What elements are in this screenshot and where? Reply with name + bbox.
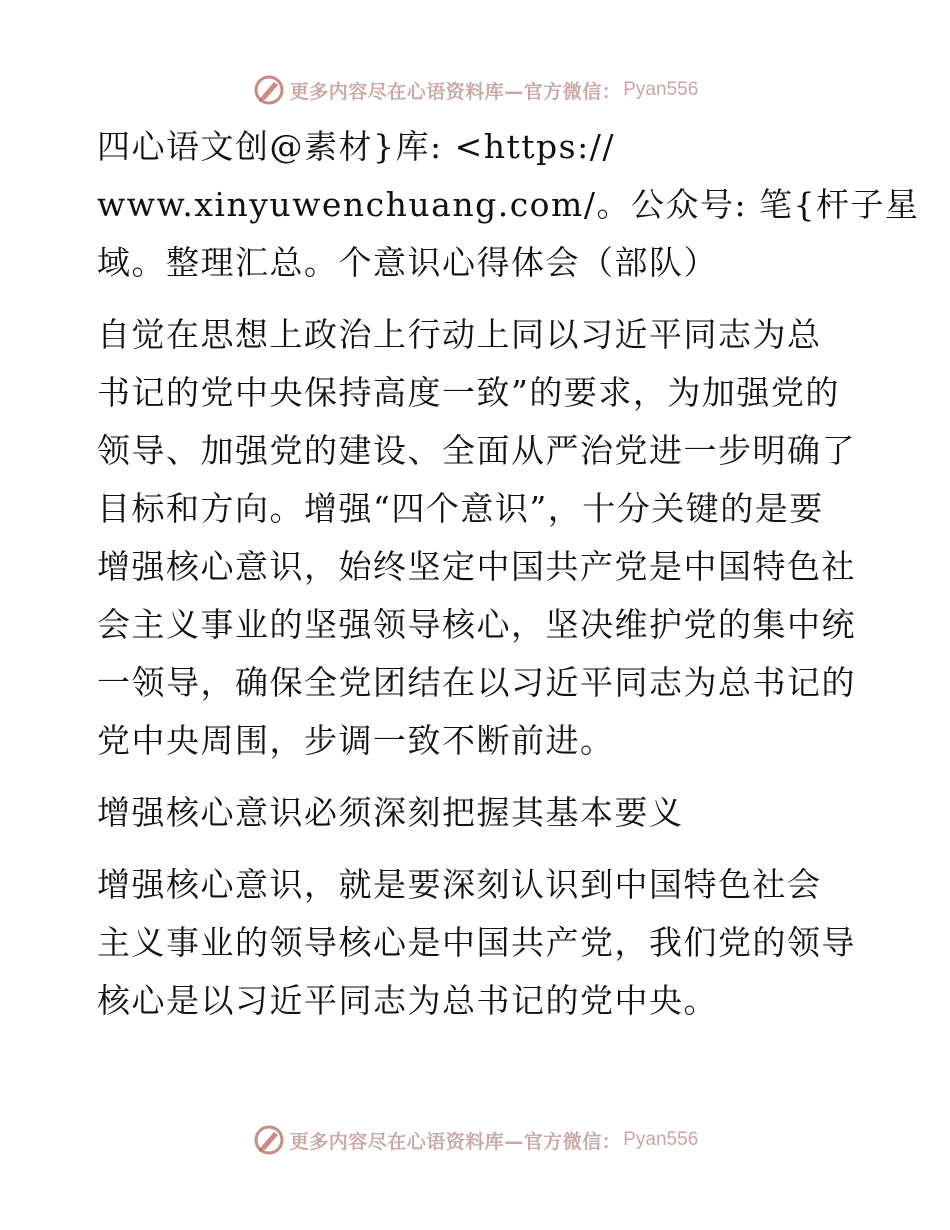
banner-text: 更多内容尽在心语资料库—官方微信： <box>289 1130 622 1153</box>
text-line: 增强核心意识必须深刻把握其基本要义 <box>97 793 684 832</box>
paragraph-main <box>97 306 857 770</box>
text-line: 领导、加强党的建设、全面从严治党进一步明确了 <box>97 431 856 470</box>
paragraph-conclusion <box>97 856 857 1030</box>
banner-text: 更多内容尽在心语资料库—官方微信： <box>289 80 622 103</box>
text-line: 主义事业的领导核心是中国共产党，我们党的领导 <box>97 923 856 962</box>
text-line: 核心是以习近平同志为总书记的党中央。 <box>97 981 718 1020</box>
pen-circle-logo-icon <box>252 73 286 107</box>
footer-watermark-banner <box>0 1120 950 1160</box>
text-line: 会主义事业的坚强领导核心，坚决维护党的集中统 <box>97 605 856 644</box>
text-line: 增强核心意识，就是要深刻认识到中国特色社会 <box>97 865 822 904</box>
text-line: 一领导，确保全党团结在以习近平同志为总书记的 <box>97 663 856 702</box>
banner-wechat-handle: Pyan556 <box>623 79 699 100</box>
document-body <box>97 118 920 1044</box>
section-heading <box>97 784 857 842</box>
pen-circle-logo-icon <box>252 1123 286 1157</box>
paragraph-intro <box>97 118 920 292</box>
header-watermark-banner <box>0 70 950 110</box>
banner-wechat-handle: Pyan556 <box>623 1129 699 1150</box>
text-line: www.xinyuwenchuang.com/。公众号: 笔{杆子星 <box>97 185 920 224</box>
text-line: 四心语文创@素材}库: <https:// <box>97 127 615 166</box>
text-line: 党中央周围，步调一致不断前进。 <box>97 721 615 760</box>
text-line: 增强核心意识，始终坚定中国共产党是中国特色社 <box>97 547 856 586</box>
text-line: 域。整理汇总。个意识心得体会（部队） <box>97 243 718 282</box>
text-line: 书记的党中央保持高度一致”的要求，为加强党的 <box>97 373 840 412</box>
text-line: 目标和方向。增强“四个意识”，十分关键的是要 <box>97 489 824 528</box>
text-line: 自觉在思想上政治上行动上同以习近平同志为总 <box>97 315 822 354</box>
